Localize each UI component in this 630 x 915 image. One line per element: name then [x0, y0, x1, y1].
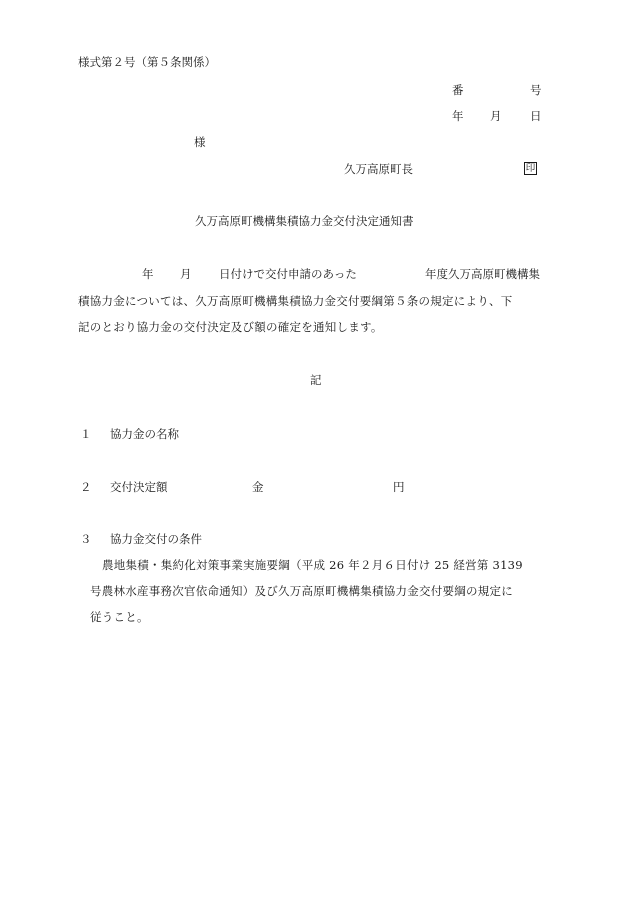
- body-line-2: 積協力金については、久万高原町機構集積協力金交付要綱第５条の規定により、下: [78, 294, 513, 308]
- sender-title: 久万高原町長: [344, 162, 413, 176]
- body-month-label: 月: [180, 267, 192, 281]
- date-year-label: 年: [452, 109, 464, 123]
- seal-mark: 印: [525, 163, 536, 174]
- number-label-ban: 番: [452, 83, 464, 97]
- date-month-label: 月: [490, 109, 502, 123]
- conditions-line-2: 号農林水産事務次官依命通知）及び久万高原町機構集積協力金交付要綱の規定に: [90, 584, 513, 598]
- addressee-honorific: 様: [194, 135, 206, 149]
- form-label: 様式第２号（第５条関係）: [78, 55, 216, 69]
- item-2-kin: 金: [252, 480, 264, 494]
- item-1-label: 協力金の名称: [110, 427, 179, 441]
- body-line-3: 記のとおり協力金の交付決定及び額の確定を通知します。: [78, 320, 383, 334]
- conditions-line-1: 農地集積・集約化対策事業実施要綱（平成 26 年２月６日付け 25 経営第 3139: [102, 558, 523, 572]
- body-applied-text: 日付けで交付申請のあった: [219, 267, 357, 281]
- item-2-yen: 円: [393, 480, 405, 494]
- body-fiscal-year-text: 年度久万高原町機構集: [425, 267, 540, 281]
- item-2-number: ２: [80, 480, 92, 494]
- item-1-number: １: [80, 427, 92, 441]
- conditions-line-3: 従うこと。: [90, 610, 149, 624]
- date-day-label: 日: [530, 109, 542, 123]
- item-2-label: 交付決定額: [110, 480, 168, 494]
- ki-heading: 記: [310, 373, 322, 387]
- item-3-label: 協力金交付の条件: [110, 532, 202, 546]
- document-title: 久万高原町機構集積協力金交付決定通知書: [195, 214, 414, 228]
- number-label-go: 号: [530, 83, 542, 97]
- item-3-number: ３: [80, 532, 92, 546]
- body-year-label: 年: [142, 267, 154, 281]
